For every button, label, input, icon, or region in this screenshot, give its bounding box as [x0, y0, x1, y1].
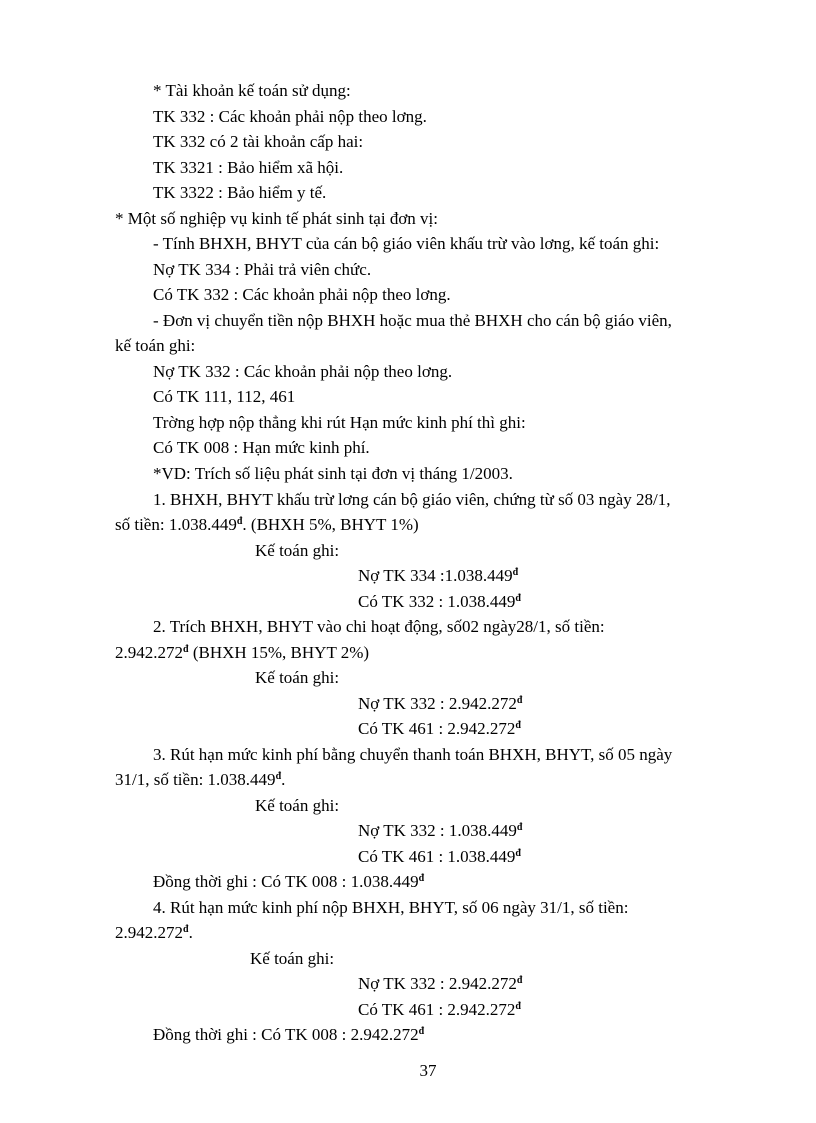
text-line: kế toán ghi: [115, 336, 196, 355]
text-line: *VD: Trích số liệu phát sinh tại đơn vị tháng 1/2003. [153, 464, 513, 483]
text-line: Nợ TK 334 $:1.038.449^đ$ [358, 566, 519, 585]
text-line: Nợ TK 332 : Các khoản phải nộp theo lơng. [153, 362, 453, 381]
text-line: 31/1, số tiền: $1.038.449^đ$. [115, 770, 286, 789]
text-line: Đồng thời ghi : Có TK 008 : $1.038.449^đ$ [153, 872, 425, 891]
text-line: số tiền: $1.038.449^đ$. (BHXH 5%, BHYT 1%) [115, 515, 419, 534]
text-line: 1. BHXH, BHYT khấu trừ lơng cán bộ giáo viên, chứng từ số 03 ngày 28/1, [153, 490, 671, 509]
text-line: Có TK 461 : $2.942.272^đ$ [358, 719, 521, 738]
text-line: Có TK 008 : Hạn mức kinh phí. [153, 438, 370, 457]
text-line: TK 3321 : Bảo hiểm xã hội. [153, 158, 344, 177]
text-line: Đồng thời ghi : Có TK 008 : $2.942.272^đ$ [153, 1025, 425, 1044]
text-line: Nợ TK 332 : $2.942.272^đ$ [358, 974, 523, 993]
text-line: TK 332 có 2 tài khoản cấp hai: [153, 132, 364, 151]
text-line: Nợ TK 332 : $2.942.272^đ$ [358, 694, 523, 713]
text-line: Trờng hợp nộp thẳng khi rút Hạn mức kinh phí thì ghi: [153, 413, 526, 432]
text-line: TK 332 : Các khoản phải nộp theo lơng. [153, 107, 427, 126]
text-line: 2. Trích BHXH, BHYT vào chi hoạt động, số02 ngày28/1, số tiền: [153, 617, 605, 636]
text-line: Có TK 111, 112, 461 [153, 387, 296, 406]
text-line: Có TK 332 : Các khoản phải nộp theo lơng. [153, 285, 451, 304]
text-line: Nợ TK 334 : Phải trả viên chức. [153, 260, 372, 279]
page-number: 37 [419, 1061, 437, 1080]
text-line: * Tài khoản kế toán sử dụng: [153, 81, 351, 100]
text-line: 4. Rút hạn mức kinh phí nộp BHXH, BHYT, số 06 ngày 31/1, số tiền: [153, 898, 629, 917]
text-line: Có TK 332 : $1.038.449^đ$ [358, 592, 521, 611]
text-line: $2.942.272^đ$ (BHXH 15%, BHYT 2%) [115, 643, 370, 662]
text-line: Kế toán ghi: [255, 668, 340, 687]
text-line: Kế toán ghi: [255, 796, 340, 815]
text-line: * Một số nghiệp vụ kinh tế phát sinh tại đơn vị: [115, 209, 438, 228]
text-line: - Tính BHXH, BHYT của cán bộ giáo viên khấu trừ vào lơng, kế toán ghi: [153, 234, 660, 253]
text-line: Có TK 461 : $2.942.272^đ$ [358, 1000, 521, 1019]
text-line: Có TK 461 : $1.038.449^đ$ [358, 847, 521, 866]
text-line: $2.942.272^đ$. [115, 923, 193, 942]
text-line: Nợ TK 332 : $1.038.449^đ$ [358, 821, 523, 840]
text-line: TK 3322 : Bảo hiểm y tế. [153, 183, 327, 202]
text-line: Kế toán ghi: [255, 541, 340, 560]
text-line: Kế toán ghi: [250, 949, 335, 968]
text-line: - Đơn vị chuyển tiền nộp BHXH hoặc mua thẻ BHXH cho cán bộ giáo viên, [153, 311, 672, 330]
text-line: 3. Rút hạn mức kinh phí bằng chuyển thanh toán BHXH, BHYT, số 05 ngày [153, 745, 673, 764]
